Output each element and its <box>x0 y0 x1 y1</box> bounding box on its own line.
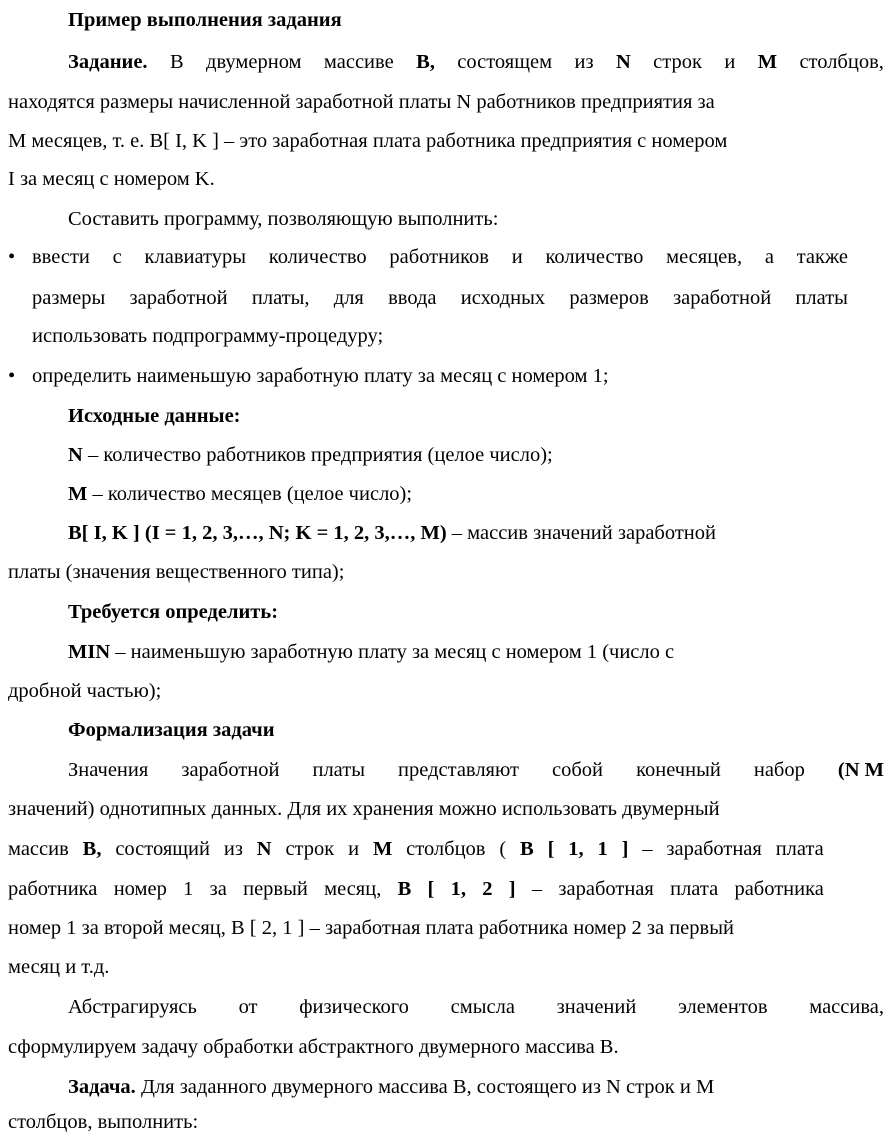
formalization-line-1: Значения заработной платы представляют собой конечный набор (N M <box>68 759 884 781</box>
final-task-label: Задача. <box>68 1076 136 1098</box>
abstract-line-1: Абстрагируясь от физического смысла значений элементов массива, <box>68 996 884 1018</box>
bullet-1-line-3: использовать подпрограмму-процедуру; <box>32 325 384 347</box>
b-definition: B[ I, K ] (I = 1, 2, 3,…, N; K = 1, 2, 3,…, M) – массив значений заработной <box>68 522 716 544</box>
formalization-line-4: работника номер 1 за первый месяц, B [ 1, 2 ] – заработная плата работника <box>8 878 824 900</box>
min-definition-cont: дробной частью); <box>8 680 162 702</box>
heading: Пример выполнения задания <box>68 9 342 31</box>
input-title: Исходные данные: <box>68 405 241 427</box>
bullet-2-line-1: • определить наименьшую заработную плату за месяц с номером 1; <box>8 365 609 387</box>
m-definition: M – количество месяцев (целое число); <box>68 483 413 505</box>
required-title: Требуется определить: <box>68 601 279 623</box>
task-line-4: I за месяц с номером K. <box>8 168 215 190</box>
formalization-title: Формализация задачи <box>68 719 275 741</box>
task-line-2: находятся размеры начисленной заработной платы N работников предприятия за <box>8 91 715 113</box>
formalization-line-2: значений) однотипных данных. Для их хранения можно использовать двумерный <box>8 798 720 820</box>
min-definition: MIN – наименьшую заработную плату за месяц с номером 1 (число с <box>68 641 675 663</box>
task-line-3: M месяцев, т. е. B[ I, K ] – это заработная плата работника предприятия с номером <box>8 130 728 152</box>
bullet-dot-icon: • <box>8 246 16 268</box>
formalization-line-3: массив B, состоящий из N строк и M столбцов ( B [ 1, 1 ] – заработная плата <box>8 838 824 860</box>
n-definition: N – количество работников предприятия (целое число); <box>68 444 553 466</box>
b-formula: B[ I, K ] (I = 1, 2, 3,…, N; K = 1, 2, 3,…, M) <box>68 522 447 544</box>
compose-line: Составить программу, позволяющую выполнить: <box>68 208 499 230</box>
bullet-1-line-1: • ввести с клавиатуры количество работников и количество месяцев, а также <box>8 246 848 268</box>
abstract-line-2: сформулируем задачу обработки абстрактного двумерного массива B. <box>8 1036 619 1058</box>
task-label: Задание. <box>68 51 148 73</box>
b-definition-cont: платы (значения вещественного типа); <box>8 561 345 583</box>
formalization-line-6: месяц и т.д. <box>8 956 110 978</box>
final-task-line-2: столбцов, выполнить: <box>8 1111 199 1133</box>
bullet-1-line-2: размеры заработной платы, для ввода исходных размеров заработной платы <box>32 287 848 309</box>
final-task-line-1: Задача. Для заданного двумерного массива B, состоящего из N строк и M <box>68 1076 715 1098</box>
task-line-1: Задание. В двумерном массиве B, состоящем из N строк и M столбцов, <box>68 51 884 73</box>
bullet-dot-icon: • <box>8 365 16 387</box>
formalization-line-5: номер 1 за второй месяц, B [ 2, 1 ] – заработная плата работника номер 2 за первый <box>8 917 734 939</box>
